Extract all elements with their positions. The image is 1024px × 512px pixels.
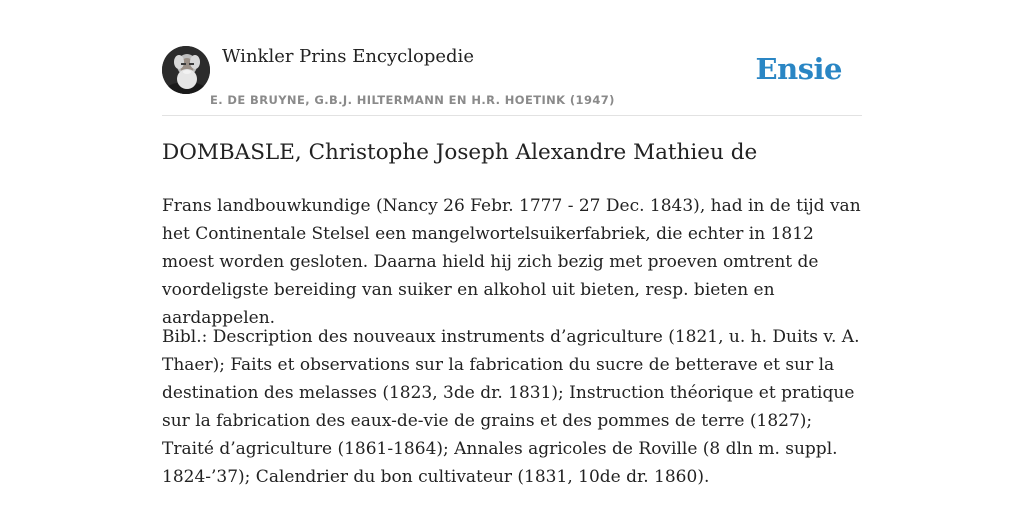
bearded-man-portrait-icon bbox=[162, 46, 210, 94]
source-authors: E. DE BRUYNE, G.B.J. HILTERMANN EN H.R. HOETINK (1947) bbox=[210, 93, 615, 107]
entry-title: DOMBASLE, Christophe Joseph Alexandre Mathieu de bbox=[162, 140, 758, 165]
source-avatar[interactable] bbox=[162, 46, 210, 94]
ensie-logo[interactable]: Ensie bbox=[755, 52, 842, 86]
entry-bibliography: Bibl.: Description des nouveaux instruments d’agriculture (1821, u. h. Duits v. A. Thaer); Faits et observations sur la fabrication du sucre de betterave et sur la destination des melasses (1823, 3de dr. 1831); Instruction théorique et pratique sur la fabrication des eaux-de-vie de grains et des pommes de terre (1827); Traité d’agriculture (1861-1864); Annales agricoles de Roville (8 dln m. suppl. 1824-’37); Calendrier du bon cultivateur (1831, 10de dr. 1860). bbox=[162, 327, 860, 487]
source-header bbox=[162, 44, 862, 116]
source-title[interactable]: Winkler Prins Encyclopedie bbox=[222, 46, 474, 67]
entry-paragraph-1: Frans landbouwkundige (Nancy 26 Febr. 1777 - 27 Dec. 1843), had in de tijd van het Continentale Stelsel een mangelwortelsuikerfabriek, die echter in 1812 moest worden gesloten. Daarna hield hij zich bezig met proeven omtrent de voordeligste bereiding van suiker en alkohol uit bieten, resp. bieten en aardappelen. bbox=[162, 196, 861, 328]
